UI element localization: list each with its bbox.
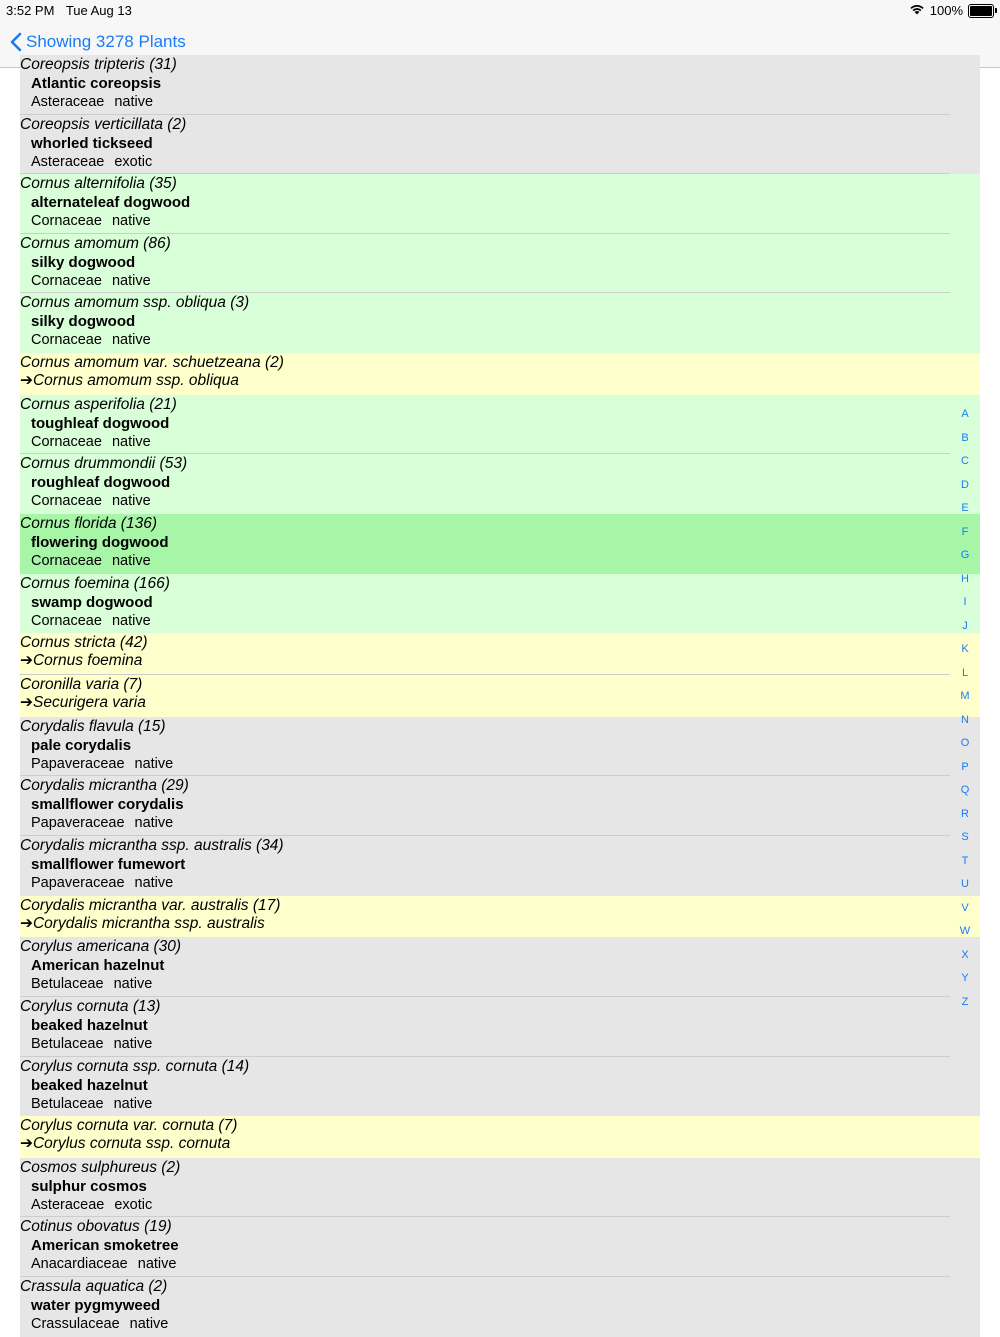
index-letter-r[interactable]: R	[961, 807, 969, 820]
status-time: 3:52 PM	[6, 3, 55, 18]
index-letter-m[interactable]: M	[960, 690, 970, 702]
plant-row[interactable]	[20, 1158, 980, 1218]
plant-row[interactable]	[20, 454, 980, 514]
scientific-name: Cornus stricta (42)	[20, 634, 148, 652]
family-name: Cornaceae	[31, 213, 102, 230]
family-line	[20, 1255, 980, 1273]
common-name: smallflower fumewort	[31, 855, 186, 873]
family-line	[20, 975, 980, 993]
family-name: Betulaceae	[31, 1095, 104, 1112]
index-letter-l[interactable]: L	[961, 666, 969, 679]
common-name: American hazelnut	[31, 957, 165, 975]
scientific-name: Cotinus obovatus (19)	[20, 1218, 172, 1236]
battery-percent: 100%	[929, 3, 963, 18]
plant-row[interactable]	[20, 776, 980, 836]
synonym-row[interactable]	[20, 896, 980, 938]
status-right	[909, 3, 994, 18]
plant-row[interactable]	[20, 55, 980, 115]
family-line	[20, 1196, 980, 1214]
scientific-name: Coronilla varia (7)	[20, 675, 143, 693]
index-letter-j[interactable]: J	[962, 619, 968, 632]
index-letter-o[interactable]: O	[960, 737, 970, 749]
family-name: Cornaceae	[31, 493, 102, 510]
native-status: native	[137, 1256, 177, 1273]
family-name: Papaveraceae	[31, 815, 125, 832]
scientific-name: Cornus amomum ssp. obliqua (3)	[20, 294, 250, 312]
common-name: Atlantic coreopsis	[31, 75, 162, 92]
native-status: native	[114, 94, 154, 110]
common-name: silky dogwood	[31, 313, 136, 331]
family-name: Betulaceae	[31, 976, 104, 993]
family-line	[20, 874, 980, 892]
battery-icon	[968, 4, 994, 18]
plant-row[interactable]	[20, 1217, 980, 1277]
common-name: swamp dogwood	[31, 593, 153, 611]
index-letter-n[interactable]: N	[961, 713, 969, 726]
alphabet-index[interactable]	[957, 403, 973, 1014]
common-name: water pygmyweed	[31, 1297, 161, 1315]
native-status: native	[113, 976, 153, 993]
index-letter-i[interactable]: I	[963, 596, 967, 608]
plant-row[interactable]	[20, 997, 980, 1057]
plant-row[interactable]	[20, 514, 980, 574]
plant-row[interactable]	[20, 1277, 980, 1337]
native-status: native	[134, 815, 174, 832]
family-line	[20, 153, 980, 171]
status-date: Tue Aug 13	[65, 3, 132, 18]
scientific-name: Corydalis micrantha (29)	[20, 777, 189, 795]
family-line	[20, 1095, 980, 1113]
index-letter-e[interactable]: E	[961, 502, 969, 514]
scientific-name: Corydalis flavula (15)	[20, 717, 166, 735]
native-status: native	[111, 213, 151, 230]
family-line	[20, 433, 980, 451]
common-name: silky dogwood	[31, 253, 136, 271]
common-name: beaked hazelnut	[31, 1076, 148, 1094]
synonym-target: ➔Corydalis micrantha ssp. australis	[20, 914, 265, 932]
plant-row[interactable]	[20, 937, 980, 997]
family-name: Cornaceae	[31, 612, 102, 629]
index-letter-x[interactable]: X	[961, 948, 969, 961]
family-name: Crassulaceae	[31, 1316, 120, 1333]
family-line	[20, 492, 980, 510]
scientific-name: Cornus florida (136)	[20, 514, 157, 532]
plant-row[interactable]	[20, 174, 980, 234]
index-letter-g[interactable]: G	[960, 549, 970, 561]
native-status: native	[113, 1035, 153, 1052]
synonym-row[interactable]	[20, 1116, 980, 1158]
index-letter-c[interactable]: C	[961, 455, 969, 467]
native-status: native	[129, 1316, 169, 1333]
family-name: Papaveraceae	[31, 755, 125, 772]
family-name: Asteraceae	[31, 94, 105, 110]
family-line	[20, 331, 980, 349]
index-letter-s[interactable]: S	[961, 831, 969, 843]
family-line	[20, 1315, 980, 1333]
family-line	[20, 93, 980, 111]
native-status: native	[111, 612, 151, 629]
family-name: Cornaceae	[31, 552, 102, 569]
back-button[interactable]	[10, 32, 186, 52]
scientific-name: Corydalis micrantha ssp. australis (34)	[20, 836, 284, 854]
family-line	[20, 552, 980, 570]
family-name: Asteraceae	[31, 153, 105, 170]
index-letter-p[interactable]: P	[961, 760, 969, 773]
synonym-target: ➔Cornus amomum ssp. obliqua	[20, 371, 239, 389]
native-status: native	[111, 552, 151, 569]
family-line	[20, 272, 980, 290]
scientific-name: Coreopsis verticillata (2)	[20, 115, 187, 133]
scientific-name: Cosmos sulphureus (2)	[20, 1158, 181, 1176]
plant-row[interactable]	[20, 395, 980, 455]
scientific-name: Corylus cornuta ssp. cornuta (14)	[20, 1057, 250, 1075]
scientific-name: Crassula aquatica (2)	[20, 1278, 168, 1296]
plant-row[interactable]	[20, 1057, 980, 1117]
plant-row[interactable]	[20, 234, 980, 294]
common-name: American smoketree	[31, 1237, 179, 1255]
synonym-row[interactable]	[20, 633, 980, 675]
wifi-icon	[909, 3, 925, 18]
synonym-target: ➔Cornus foemina	[20, 652, 143, 670]
plant-row[interactable]	[20, 293, 980, 353]
index-letter-a[interactable]: A	[961, 408, 969, 420]
back-button-label: Showing 3278 Plants	[26, 32, 186, 51]
native-status: native	[134, 874, 174, 891]
scientific-name: Cornus amomum var. schuetzeana (2)	[20, 353, 284, 371]
index-letter-b[interactable]: B	[961, 431, 969, 444]
scientific-name: Corylus cornuta var. cornuta (7)	[20, 1117, 238, 1135]
native-status: native	[113, 1095, 153, 1112]
family-line	[20, 212, 980, 230]
index-letter-k[interactable]: K	[961, 643, 969, 655]
chevron-left-icon	[10, 32, 22, 52]
family-line	[20, 1035, 980, 1053]
plant-row[interactable]	[20, 836, 980, 896]
native-status: native	[134, 755, 174, 772]
index-letter-h[interactable]: H	[961, 572, 969, 585]
common-name: roughleaf dogwood	[31, 474, 171, 492]
scientific-name: Corylus americana (30)	[20, 938, 182, 956]
native-status: native	[111, 493, 151, 510]
index-letter-w[interactable]: W	[959, 925, 971, 937]
native-status: exotic	[114, 153, 153, 170]
synonym-row[interactable]	[20, 675, 980, 717]
family-name: Cornaceae	[31, 332, 102, 349]
common-name: beaked hazelnut	[31, 1016, 148, 1034]
native-status: native	[111, 332, 151, 349]
common-name: sulphur cosmos	[31, 1177, 147, 1195]
family-line	[20, 755, 980, 773]
family-line	[20, 612, 980, 630]
scientific-name: Cornus amomum (86)	[20, 234, 171, 252]
common-name: pale corydalis	[31, 736, 132, 754]
scientific-name: Cornus drummondii (53)	[20, 455, 188, 473]
native-status: native	[111, 433, 151, 450]
scientific-name: Cornus alternifolia (35)	[20, 175, 177, 193]
index-letter-z[interactable]: Z	[961, 995, 969, 1008]
index-letter-t[interactable]: T	[961, 854, 969, 867]
family-name: Papaveraceae	[31, 874, 125, 891]
family-name: Anacardiaceae	[31, 1256, 128, 1273]
common-name: whorled tickseed	[31, 134, 153, 152]
synonym-target: ➔Securigera varia	[20, 693, 146, 711]
plant-list[interactable]	[0, 56, 1000, 1334]
common-name: alternateleaf dogwood	[31, 194, 191, 212]
family-name: Asteraceae	[31, 1196, 105, 1213]
scientific-name: Coreopsis tripteris (31)	[20, 56, 177, 73]
scientific-name: Corylus cornuta (13)	[20, 997, 161, 1015]
family-name: Betulaceae	[31, 1035, 104, 1052]
status-left	[6, 3, 140, 18]
index-letter-v[interactable]: V	[961, 901, 969, 914]
plant-row[interactable]	[20, 717, 980, 777]
plant-row[interactable]	[20, 115, 980, 175]
common-name: smallflower corydalis	[31, 796, 184, 814]
index-letter-f[interactable]: F	[961, 525, 969, 538]
family-line	[20, 814, 980, 832]
status-bar	[0, 0, 1000, 20]
native-status: native	[111, 272, 151, 289]
family-name: Cornaceae	[31, 433, 102, 450]
plant-row[interactable]	[20, 574, 980, 634]
plant-list-content	[0, 55, 1000, 1337]
index-letter-q[interactable]: Q	[960, 784, 970, 796]
common-name: flowering dogwood	[31, 533, 169, 551]
common-name: toughleaf dogwood	[31, 414, 170, 432]
index-letter-y[interactable]: Y	[961, 972, 969, 984]
scientific-name: Cornus asperifolia (21)	[20, 395, 177, 413]
scientific-name: Corydalis micrantha var. australis (17)	[20, 896, 281, 914]
synonym-target: ➔Corylus cornuta ssp. cornuta	[20, 1135, 231, 1153]
family-name: Cornaceae	[31, 272, 102, 289]
synonym-row[interactable]	[20, 353, 980, 395]
scientific-name: Cornus foemina (166)	[20, 574, 170, 592]
index-letter-d[interactable]: D	[961, 478, 969, 491]
native-status: exotic	[114, 1196, 153, 1213]
index-letter-u[interactable]: U	[961, 878, 969, 890]
